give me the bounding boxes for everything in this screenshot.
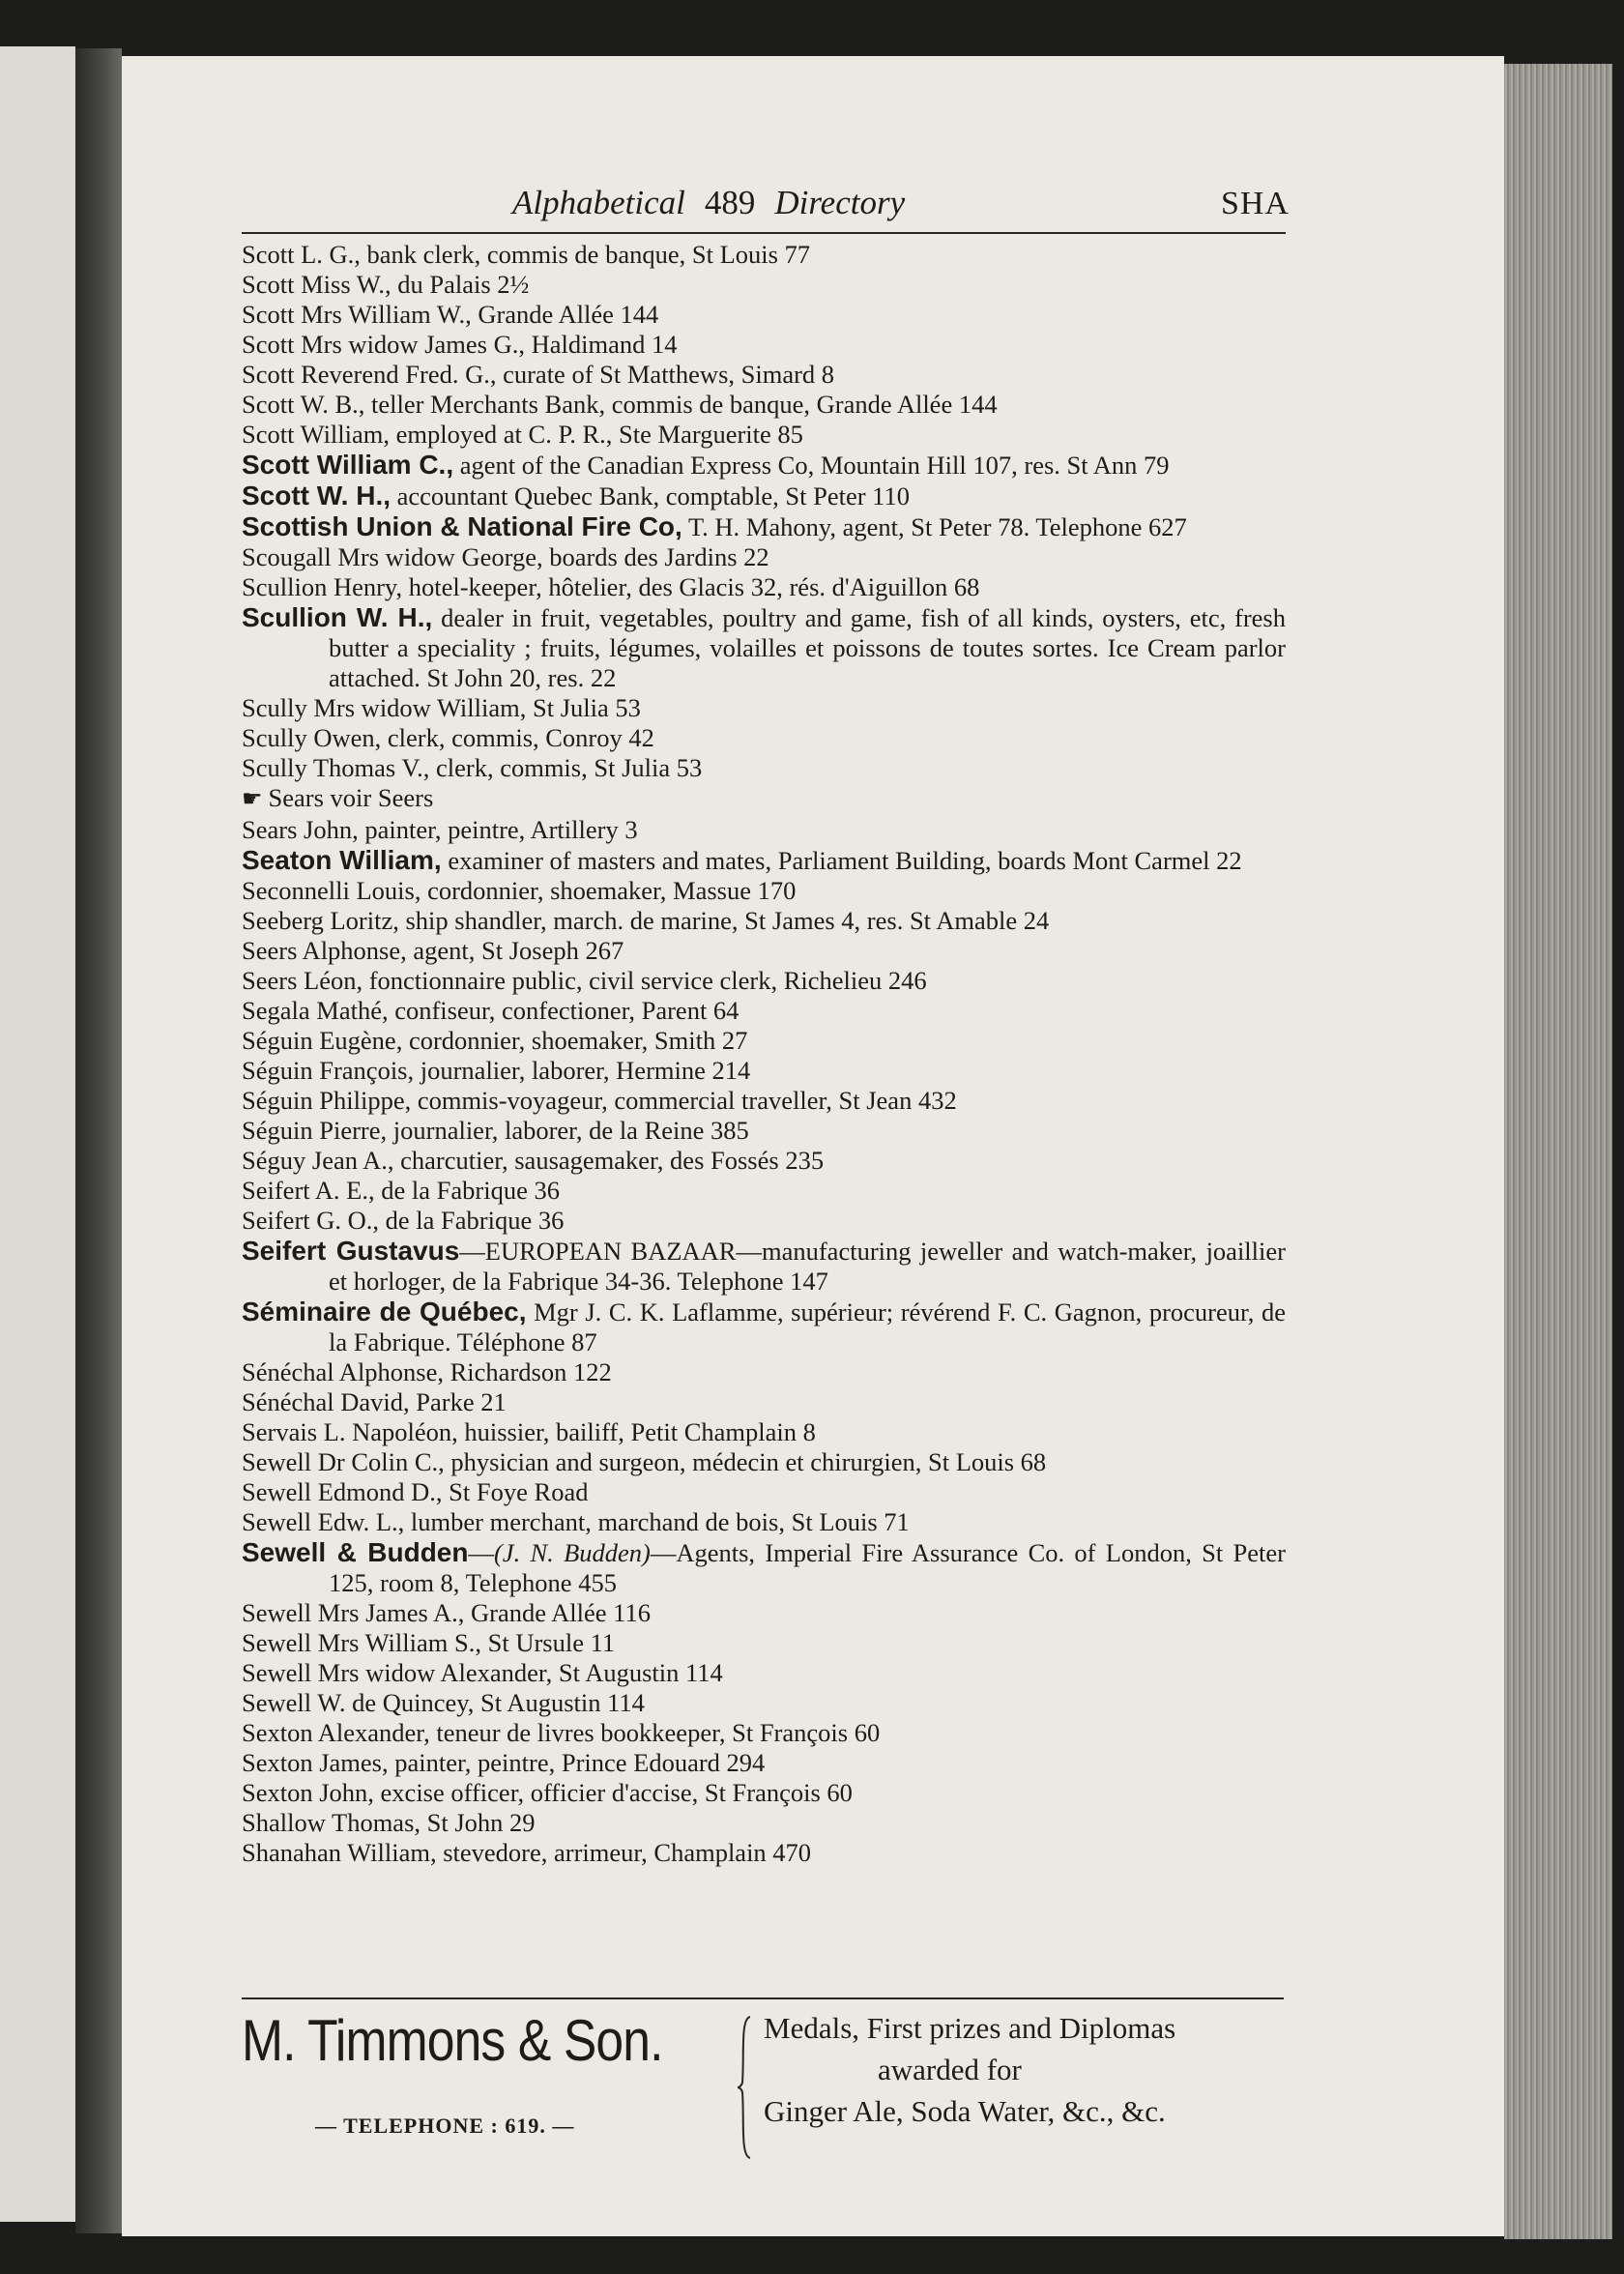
- brace-icon: [737, 2015, 752, 2160]
- directory-entry: [242, 1477, 1286, 1507]
- header-title: [512, 184, 905, 222]
- entry-text: Scott Mrs William W., Grande Allée 144: [242, 300, 659, 329]
- entry-text: Scott Mrs widow James G., Haldimand 14: [242, 330, 678, 359]
- entry-text: Scott L. G., bank clerk, commis de banque, St Louis 77: [242, 240, 811, 269]
- directory-entry: [242, 693, 1286, 723]
- entry-text: —: [468, 1538, 494, 1567]
- entry-text: Scott William, employed at C. P. R., Ste Marguerite 85: [242, 420, 803, 449]
- directory-entry: [242, 481, 1286, 511]
- entry-name-bold: Seaton William,: [242, 845, 442, 875]
- page-number: 489: [704, 184, 756, 221]
- directory-entry: [242, 1778, 1286, 1808]
- ad-line-1: Medals, First prizes and Diplomas: [764, 2011, 1176, 2045]
- entry-text: —Agents, Imperial Fire Assurance Co. of London, St Peter 125, room 8, Telephone 455: [329, 1538, 1286, 1597]
- directory-entry: [242, 783, 1286, 815]
- entry-text: Seers Alphonse, agent, St Joseph 267: [242, 936, 624, 965]
- entry-text: Sears John, painter, peintre, Artillery 3: [242, 815, 638, 844]
- advertisement-rule: [242, 1997, 1284, 1999]
- directory-entry: [242, 1808, 1286, 1838]
- ad-line-2: awarded for: [878, 2053, 1022, 2086]
- entry-text: Shallow Thomas, St John 29: [242, 1808, 536, 1837]
- directory-entry: [242, 1357, 1286, 1387]
- directory-entry: [242, 300, 1286, 330]
- directory-entry: [242, 1086, 1286, 1116]
- directory-entry: [242, 876, 1286, 906]
- entry-text-italic: (J. N. Budden): [493, 1538, 651, 1567]
- directory-entry: [242, 1688, 1286, 1718]
- pointing-hand-icon: ☛: [242, 787, 263, 812]
- entry-text: Servais L. Napoléon, huissier, bailiff, Petit Champlain 8: [242, 1417, 816, 1446]
- directory-entry: [242, 602, 1286, 693]
- directory-entry: [242, 753, 1286, 783]
- directory-entry: [242, 1447, 1286, 1477]
- directory-entry: [242, 1297, 1286, 1357]
- entry-text: Sears voir Seers: [268, 783, 434, 812]
- entry-text: Scott Reverend Fred. G., curate of St Matthews, Simard 8: [242, 360, 835, 389]
- directory-entry: [242, 1417, 1286, 1447]
- entry-text: accountant Quebec Bank, comptable, St Peter 110: [391, 481, 910, 510]
- entry-text: Scott W. B., teller Merchants Bank, commis de banque, Grande Allée 144: [242, 390, 998, 419]
- entry-text: Seconnelli Louis, cordonnier, shoemaker, Massue 170: [242, 876, 797, 905]
- directory-entry: [242, 270, 1286, 300]
- entry-text: Seers Léon, fonctionnaire public, civil service clerk, Richelieu 246: [242, 966, 927, 995]
- directory-entry: [242, 240, 1286, 270]
- entry-text: T. H. Mahony, agent, St Peter 78. Telephone 627: [682, 512, 1187, 541]
- advertiser-telephone: — TELEPHONE : 619. —: [315, 2114, 575, 2138]
- directory-entry: [242, 845, 1286, 876]
- directory-entry: [242, 906, 1286, 936]
- entry-name-bold: Séminaire de Québec,: [242, 1297, 527, 1326]
- entry-name-bold: Scottish Union & National Fire Co,: [242, 511, 682, 541]
- directory-entry: [242, 1658, 1286, 1688]
- entry-text: Scully Mrs widow William, St Julia 53: [242, 693, 641, 722]
- directory-entries: [242, 240, 1286, 1868]
- directory-entry: [242, 1206, 1286, 1236]
- header-right-word: Directory: [774, 184, 906, 221]
- entry-text: Sénéchal Alphonse, Richardson 122: [242, 1357, 612, 1386]
- directory-entry: [242, 723, 1286, 753]
- entry-text: dealer in fruit, vegetables, poultry and game, fish of all kinds, oysters, etc, fresh butter a speciality ; fruits, légumes, volailles et poissons de toutes sortes. Ice Cream parlor attached. St John 20, res. 22: [329, 603, 1286, 692]
- entry-name-bold: Sewell & Budden: [242, 1537, 469, 1567]
- entry-text: Séguin Philippe, commis-voyageur, commercial traveller, St Jean 432: [242, 1086, 957, 1115]
- entry-text: Sewell Mrs James A., Grande Allée 116: [242, 1598, 651, 1627]
- entry-text: Scullion Henry, hotel-keeper, hôtelier, des Glacis 32, rés. d'Aiguillon 68: [242, 572, 980, 601]
- header-left-word: Alphabetical: [512, 184, 685, 221]
- entry-name-bold: Seifert Gustavus: [242, 1236, 460, 1266]
- directory-entry: [242, 936, 1286, 966]
- entry-text: examiner of masters and mates, Parliament Building, boards Mont Carmel 22: [441, 846, 1242, 875]
- entry-text: Sexton John, excise officer, officier d'accise, St François 60: [242, 1778, 853, 1807]
- directory-entry: [242, 815, 1286, 845]
- entry-name-bold: Scott W. H.,: [242, 481, 391, 510]
- facing-page-edge: [0, 46, 75, 2222]
- directory-entry: [242, 572, 1286, 602]
- entry-text: Scully Owen, clerk, commis, Conroy 42: [242, 723, 654, 752]
- entry-text: Sexton Alexander, teneur de livres bookkeeper, St François 60: [242, 1718, 881, 1747]
- entry-text: Mgr J. C. K. Laflamme, supérieur; révérend F. C. Gagnon, procureur, de la Fabrique. Téléphone 87: [329, 1297, 1286, 1356]
- directory-entry: [242, 1236, 1286, 1297]
- directory-entry: [242, 330, 1286, 360]
- book-gutter: [75, 48, 122, 2233]
- directory-entry: [242, 1748, 1286, 1778]
- entry-text: Sénéchal David, Parke 21: [242, 1387, 507, 1416]
- entry-text: Sewell Mrs widow Alexander, St Augustin 114: [242, 1658, 723, 1687]
- entry-text: Seeberg Loritz, ship shandler, march. de marine, St James 4, res. St Amable 24: [242, 906, 1050, 935]
- directory-entry: [242, 1387, 1286, 1417]
- entry-text: Sewell Mrs William S., St Ursule 11: [242, 1628, 616, 1657]
- entry-text: Seifert A. E., de la Fabrique 36: [242, 1176, 560, 1205]
- directory-entry: [242, 1507, 1286, 1537]
- entry-text: —EUROPEAN BAZAAR—manufacturing jeweller and watch-maker, joaillier et horloger, de la Fabrique 34-36. Telephone 147: [329, 1237, 1286, 1296]
- header-letters: SHA: [1220, 186, 1290, 221]
- entry-text: Sewell Edmond D., St Foye Road: [242, 1477, 589, 1506]
- page-edges: [1504, 64, 1612, 2239]
- entry-text: Séguin François, journalier, laborer, Hermine 214: [242, 1056, 751, 1085]
- directory-entry: [242, 1537, 1286, 1598]
- entry-text: Séguy Jean A., charcutier, sausagemaker, des Fossés 235: [242, 1146, 825, 1175]
- entry-name-bold: Scullion W. H.,: [242, 602, 433, 632]
- entry-name-bold: Scott William C.,: [242, 450, 454, 480]
- entry-text: Scougall Mrs widow George, boards des Jardins 22: [242, 542, 769, 571]
- directory-entry: [242, 1628, 1286, 1658]
- directory-entry: [242, 1838, 1286, 1868]
- entry-text: Séguin Pierre, journalier, laborer, de la Reine 385: [242, 1116, 749, 1145]
- directory-entry: [242, 1116, 1286, 1146]
- entry-text: Sewell Dr Colin C., physician and surgeon, médecin et chirurgien, St Louis 68: [242, 1447, 1047, 1476]
- directory-entry: [242, 420, 1286, 450]
- directory-entry: [242, 542, 1286, 572]
- directory-entry: [242, 360, 1286, 390]
- entry-text: Scott Miss W., du Palais 2½: [242, 270, 530, 299]
- advertiser-name: M. Timmons & Son.: [242, 2008, 663, 2073]
- entry-text: Segala Mathé, confiseur, confectioner, Parent 64: [242, 996, 740, 1025]
- running-header: [242, 174, 1290, 234]
- entry-text: Séguin Eugène, cordonnier, shoemaker, Smith 27: [242, 1026, 748, 1055]
- advertisement: [242, 2007, 1286, 2162]
- entry-text: Sexton James, painter, peintre, Prince Edouard 294: [242, 1748, 766, 1777]
- entry-text: agent of the Canadian Express Co, Mountain Hill 107, res. St Ann 79: [453, 451, 1170, 480]
- directory-entry: [242, 1026, 1286, 1056]
- ad-line-3: Ginger Ale, Soda Water, &c., &c.: [764, 2094, 1166, 2128]
- entry-text: Sewell Edw. L., lumber merchant, marchand de bois, St Louis 71: [242, 1507, 910, 1536]
- page-content: [242, 174, 1290, 1868]
- entry-text: Seifert G. O., de la Fabrique 36: [242, 1206, 565, 1235]
- directory-entry: [242, 996, 1286, 1026]
- directory-entry: [242, 1718, 1286, 1748]
- directory-entry: [242, 511, 1286, 542]
- directory-entry: [242, 1598, 1286, 1628]
- directory-entry: [242, 1146, 1286, 1176]
- directory-entry: [242, 450, 1286, 481]
- advertisement-details: [764, 2007, 1286, 2132]
- directory-entry: [242, 1056, 1286, 1086]
- entry-text: Sewell W. de Quincey, St Augustin 114: [242, 1688, 645, 1717]
- directory-entry: [242, 1176, 1286, 1206]
- directory-entry: [242, 390, 1286, 420]
- directory-entry: [242, 966, 1286, 996]
- entry-text: Scully Thomas V., clerk, commis, St Julia 53: [242, 753, 703, 782]
- entry-text: Shanahan William, stevedore, arrimeur, Champlain 470: [242, 1838, 812, 1867]
